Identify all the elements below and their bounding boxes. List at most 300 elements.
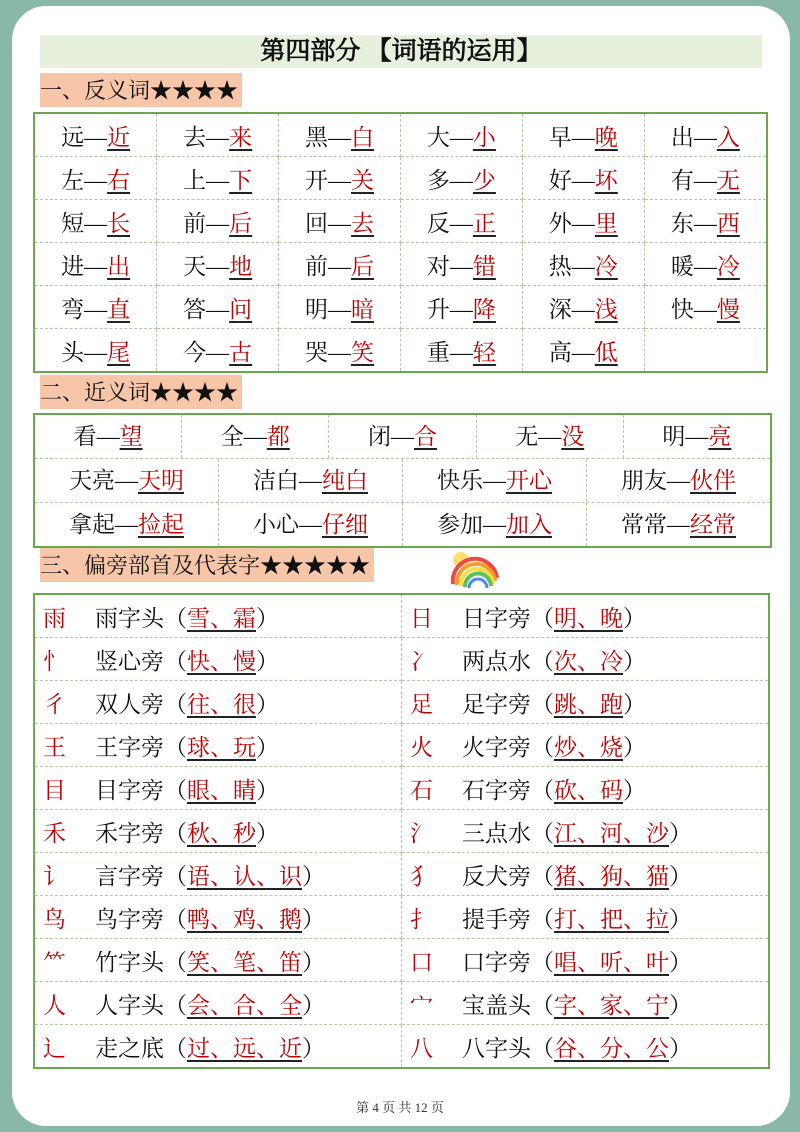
radical-name: 言字旁 — [95, 863, 164, 889]
table-row — [34, 896, 769, 939]
answer: 正 — [472, 210, 496, 236]
paren: ） — [669, 863, 692, 889]
antonym-pair — [157, 329, 279, 373]
word: 短 — [61, 210, 85, 236]
example-chars: 鸭、鸡、鹅 — [187, 906, 302, 932]
word: 对 — [426, 253, 450, 279]
answer: 慢 — [716, 296, 740, 322]
word: 哭 — [305, 339, 329, 365]
answer: 问 — [229, 296, 253, 322]
answer: 天明 — [138, 468, 184, 493]
example-chars: 江、河、沙 — [554, 820, 669, 846]
word: 左 — [61, 167, 85, 193]
paren: （ — [164, 863, 187, 889]
radical-glyph: 日 — [410, 605, 433, 631]
paren: （ — [164, 820, 187, 846]
word: 常常 — [621, 512, 667, 537]
example-chars: 眼、睛 — [187, 777, 256, 803]
word: 开 — [305, 167, 329, 193]
example-chars: 往、很 — [187, 691, 256, 717]
word: 深 — [548, 296, 572, 322]
example-chars: 球、玩 — [187, 734, 256, 760]
answer: 低 — [594, 339, 618, 365]
dash: — — [693, 167, 717, 193]
word: 闭 — [368, 424, 391, 449]
radical-glyph: ⺮ — [43, 949, 66, 975]
antonym-pair — [522, 286, 644, 329]
example-chars: 雪、霜 — [187, 605, 256, 631]
word: 无 — [515, 424, 539, 449]
answer: 笑 — [351, 339, 375, 365]
table-row — [34, 329, 767, 373]
word: 有 — [670, 167, 694, 193]
dash: — — [685, 424, 709, 449]
antonym-pair — [157, 157, 279, 200]
antonym-pair — [522, 157, 644, 200]
antonym-pair — [157, 113, 279, 157]
antonyms-heading: 一、反义词★★★★ — [40, 73, 242, 107]
radical-entry — [402, 939, 770, 982]
dash: — — [538, 424, 562, 449]
table-row — [34, 939, 769, 982]
radical-name: 火字旁 — [462, 734, 531, 760]
example-chars: 字、家、宁 — [554, 992, 669, 1018]
example-chars: 笑、笔、笛 — [187, 949, 302, 975]
radical-entry — [34, 939, 402, 982]
paren: （ — [531, 691, 554, 717]
dash: — — [299, 512, 322, 537]
dash: — — [449, 296, 473, 322]
table-row — [34, 157, 767, 200]
antonym-pair — [279, 286, 401, 329]
paren: （ — [164, 734, 187, 760]
paren: ） — [669, 1035, 692, 1061]
example-chars: 过、远、近 — [187, 1035, 302, 1061]
antonym-pair — [279, 329, 401, 373]
dash: — — [206, 339, 230, 365]
word: 升 — [426, 296, 450, 322]
table-row — [34, 200, 767, 243]
radical-glyph: 口 — [410, 949, 433, 975]
answer: 晚 — [594, 124, 618, 150]
paren: （ — [164, 691, 187, 717]
word: 前 — [305, 253, 329, 279]
word: 黑 — [305, 124, 329, 150]
antonym-pair — [644, 157, 767, 200]
word: 回 — [305, 210, 329, 236]
dash: — — [391, 424, 414, 449]
dash: — — [206, 124, 230, 150]
table-row — [34, 113, 767, 157]
table-row — [34, 853, 769, 896]
answer: 冷 — [594, 253, 618, 279]
answer: 小 — [472, 124, 496, 150]
radical-name: 双人旁 — [95, 691, 164, 717]
radical-glyph: 忄 — [43, 648, 66, 674]
dash: — — [84, 253, 108, 279]
radical-name: 禾字旁 — [95, 820, 164, 846]
antonym-pair — [157, 243, 279, 286]
antonym-pair — [279, 113, 401, 157]
table-row — [34, 594, 769, 638]
antonym-pair — [34, 243, 157, 286]
answer: 都 — [266, 424, 290, 449]
answer: 西 — [716, 210, 740, 236]
radical-name: 竖心旁 — [95, 648, 164, 674]
example-chars: 唱、听、叶 — [554, 949, 669, 975]
table-row — [34, 243, 767, 286]
answer: 合 — [414, 424, 437, 449]
dash: — — [328, 253, 352, 279]
radical-glyph: 冫 — [410, 648, 433, 674]
dash: — — [206, 167, 230, 193]
table-row — [35, 459, 770, 503]
synonym-pair — [329, 415, 476, 458]
paren: ） — [623, 605, 646, 631]
dash: — — [571, 339, 595, 365]
radical-glyph: 犭 — [410, 863, 433, 889]
paren: （ — [531, 648, 554, 674]
radicals-table — [33, 593, 770, 1069]
dash: — — [483, 468, 506, 493]
word: 暖 — [670, 253, 694, 279]
radical-glyph: 雨 — [43, 605, 66, 631]
radical-entry — [34, 724, 402, 767]
answer: 坏 — [594, 167, 618, 193]
paren: （ — [164, 648, 187, 674]
synonym-pair — [219, 503, 403, 546]
word: 天 — [183, 253, 207, 279]
dash: — — [96, 424, 120, 449]
answer: 无 — [716, 167, 740, 193]
answer: 伙伴 — [690, 468, 736, 493]
answer: 下 — [229, 167, 253, 193]
synonym-pair — [35, 459, 219, 502]
antonym-pair — [279, 243, 401, 286]
radical-entry — [402, 853, 770, 896]
radical-glyph: 宀 — [410, 992, 433, 1018]
answer: 纯白 — [322, 468, 368, 493]
radical-entry — [34, 810, 402, 853]
answer: 里 — [594, 210, 618, 236]
answer: 冷 — [716, 253, 740, 279]
synonym-pair — [477, 415, 624, 458]
word: 洁白 — [253, 468, 299, 493]
word: 去 — [183, 124, 207, 150]
answer: 古 — [229, 339, 253, 365]
paren: （ — [531, 820, 554, 846]
table-row — [34, 810, 769, 853]
word: 快 — [670, 296, 694, 322]
word: 拿起 — [69, 512, 115, 537]
radical-entry — [34, 638, 402, 681]
radical-glyph: 氵 — [410, 820, 433, 846]
paren: （ — [531, 1035, 554, 1061]
paren: （ — [531, 777, 554, 803]
radical-glyph: 目 — [43, 777, 66, 803]
paren: ） — [669, 992, 692, 1018]
paren: ） — [302, 1035, 325, 1061]
dash: — — [449, 253, 473, 279]
paren: ） — [302, 906, 325, 932]
radical-entry — [402, 982, 770, 1025]
answer: 浅 — [594, 296, 618, 322]
example-chars: 秋、秒 — [187, 820, 256, 846]
antonym-pair — [644, 329, 767, 373]
answer: 经常 — [690, 512, 736, 537]
radical-glyph: 辶 — [43, 1035, 66, 1061]
word: 看 — [73, 424, 97, 449]
radical-entry — [34, 594, 402, 638]
dash: — — [206, 210, 230, 236]
antonym-pair — [34, 329, 157, 373]
table-row — [34, 982, 769, 1025]
table-row — [35, 415, 770, 459]
radical-name: 鸟字旁 — [95, 906, 164, 932]
answer: 仔细 — [322, 512, 368, 537]
dash: — — [667, 468, 690, 493]
paren: （ — [531, 906, 554, 932]
antonym-pair — [400, 243, 522, 286]
dash: — — [571, 167, 595, 193]
rainbow-icon — [447, 548, 503, 588]
radical-glyph: 足 — [410, 691, 433, 717]
word: 今 — [183, 339, 207, 365]
answer: 望 — [119, 424, 143, 449]
dash: — — [84, 124, 108, 150]
radical-name: 雨字头 — [95, 605, 164, 631]
antonym-pair — [34, 200, 157, 243]
paren: ） — [256, 734, 279, 760]
word: 快乐 — [437, 468, 483, 493]
antonym-pair — [644, 200, 767, 243]
paren: ） — [302, 949, 325, 975]
radical-entry — [34, 767, 402, 810]
radical-entry — [34, 681, 402, 724]
paren: （ — [531, 734, 554, 760]
dash: — — [84, 210, 108, 236]
radical-name: 日字旁 — [462, 605, 531, 631]
paren: ） — [669, 949, 692, 975]
answer: 后 — [351, 253, 375, 279]
answer: 错 — [472, 253, 496, 279]
dash: — — [693, 253, 717, 279]
radical-glyph: 鸟 — [43, 906, 66, 932]
synonym-pair — [35, 415, 182, 458]
synonym-pair — [403, 503, 587, 546]
radical-name: 宝盖头 — [462, 992, 531, 1018]
paren: ） — [623, 777, 646, 803]
dash: — — [328, 167, 352, 193]
radical-name: 三点水 — [462, 820, 531, 846]
answer: 暗 — [351, 296, 375, 322]
dash: — — [571, 210, 595, 236]
word: 参加 — [437, 512, 483, 537]
table-row — [35, 503, 770, 546]
radical-name: 王字旁 — [95, 734, 164, 760]
paren: （ — [164, 906, 187, 932]
answer: 开心 — [506, 468, 552, 493]
answer: 入 — [716, 124, 740, 150]
dash: — — [328, 210, 352, 236]
dash: — — [483, 512, 506, 537]
radical-glyph: 八 — [410, 1035, 433, 1061]
answer: 直 — [107, 296, 131, 322]
word: 重 — [426, 339, 450, 365]
radical-name: 足字旁 — [462, 691, 531, 717]
page-title: 第四部分 【词语的运用】 — [40, 35, 762, 68]
example-chars: 猪、狗、猫 — [554, 863, 669, 889]
antonym-pair — [34, 286, 157, 329]
dash: — — [328, 339, 352, 365]
radical-entry — [402, 681, 770, 724]
paren: （ — [164, 949, 187, 975]
word: 外 — [548, 210, 572, 236]
synonym-pair — [182, 415, 329, 458]
dash: — — [115, 512, 138, 537]
antonym-pair — [279, 157, 401, 200]
table-row — [34, 286, 767, 329]
radical-name: 走之底 — [95, 1035, 164, 1061]
word: 高 — [548, 339, 572, 365]
antonyms-table — [33, 112, 768, 373]
dash: — — [206, 253, 230, 279]
answer: 来 — [229, 124, 253, 150]
word: 天亮 — [69, 468, 115, 493]
radical-name: 提手旁 — [462, 906, 531, 932]
dash: — — [667, 512, 690, 537]
word: 明 — [662, 424, 686, 449]
answer: 少 — [472, 167, 496, 193]
radical-entry — [402, 810, 770, 853]
paren: （ — [164, 992, 187, 1018]
radical-entry — [34, 853, 402, 896]
antonym-pair — [34, 113, 157, 157]
table-row — [34, 724, 769, 767]
word: 上 — [183, 167, 207, 193]
radical-name: 竹字头 — [95, 949, 164, 975]
antonym-pair — [522, 329, 644, 373]
paren: ） — [623, 648, 646, 674]
antonym-pair — [644, 113, 767, 157]
answer: 白 — [351, 124, 375, 150]
table-row — [34, 681, 769, 724]
answer: 亮 — [708, 424, 732, 449]
paren: ） — [623, 734, 646, 760]
word: 前 — [183, 210, 207, 236]
radical-name: 人字头 — [95, 992, 164, 1018]
paren: ） — [256, 777, 279, 803]
paren: ） — [256, 648, 279, 674]
table-row — [34, 767, 769, 810]
radical-glyph: 讠 — [43, 863, 66, 889]
example-chars: 明、晚 — [554, 605, 623, 631]
dash: — — [449, 167, 473, 193]
word: 头 — [61, 339, 85, 365]
paren: ） — [256, 605, 279, 631]
word: 东 — [670, 210, 694, 236]
synonym-pair — [587, 503, 770, 546]
paren: ） — [669, 906, 692, 932]
radical-name: 目字旁 — [95, 777, 164, 803]
table-row — [34, 1025, 769, 1069]
word: 远 — [61, 124, 85, 150]
antonym-pair — [522, 243, 644, 286]
paren: （ — [531, 605, 554, 631]
word: 早 — [548, 124, 572, 150]
dash: — — [449, 210, 473, 236]
radical-entry — [402, 638, 770, 681]
antonym-pair — [400, 157, 522, 200]
synonym-pair — [35, 503, 219, 546]
radical-name: 石字旁 — [462, 777, 531, 803]
antonym-pair — [400, 286, 522, 329]
synonym-pair — [403, 459, 587, 502]
radical-entry — [34, 896, 402, 939]
dash: — — [206, 296, 230, 322]
synonym-pair — [624, 415, 770, 458]
antonym-pair — [279, 200, 401, 243]
example-chars: 语、认、识 — [187, 863, 302, 889]
paren: （ — [531, 863, 554, 889]
radical-name: 八字头 — [462, 1035, 531, 1061]
paren: ） — [256, 820, 279, 846]
paren: （ — [531, 992, 554, 1018]
example-chars: 次、冷 — [554, 648, 623, 674]
paren: （ — [531, 949, 554, 975]
radicals-heading: 三、偏旁部首及代表字★★★★★ — [40, 548, 374, 582]
antonym-pair — [400, 113, 522, 157]
paren: （ — [164, 777, 187, 803]
word: 热 — [548, 253, 572, 279]
dash: — — [571, 124, 595, 150]
answer: 降 — [472, 296, 496, 322]
antonym-pair — [400, 329, 522, 373]
dash: — — [693, 296, 717, 322]
dash: — — [84, 167, 108, 193]
dash: — — [115, 468, 138, 493]
synonym-pair — [587, 459, 770, 502]
paren: ） — [623, 691, 646, 717]
example-chars: 谷、分、公 — [554, 1035, 669, 1061]
answer: 去 — [351, 210, 375, 236]
dash: — — [449, 339, 473, 365]
answer: 近 — [107, 124, 131, 150]
dash: — — [328, 296, 352, 322]
antonym-pair — [644, 243, 767, 286]
paren: ） — [302, 863, 325, 889]
radical-glyph: 禾 — [43, 820, 66, 846]
dash: — — [571, 253, 595, 279]
word: 朋友 — [621, 468, 667, 493]
antonym-pair — [34, 157, 157, 200]
radical-entry — [402, 767, 770, 810]
word: 大 — [426, 124, 450, 150]
word: 明 — [305, 296, 329, 322]
radical-name: 两点水 — [462, 648, 531, 674]
antonym-pair — [522, 113, 644, 157]
paren: （ — [164, 605, 187, 631]
radical-entry — [402, 896, 770, 939]
word: 答 — [183, 296, 207, 322]
answer: 加入 — [506, 512, 552, 537]
antonym-pair — [157, 200, 279, 243]
word: 进 — [61, 253, 85, 279]
word: 小心 — [253, 512, 299, 537]
answer: 长 — [107, 210, 131, 236]
word: 多 — [426, 167, 450, 193]
table-row — [34, 638, 769, 681]
